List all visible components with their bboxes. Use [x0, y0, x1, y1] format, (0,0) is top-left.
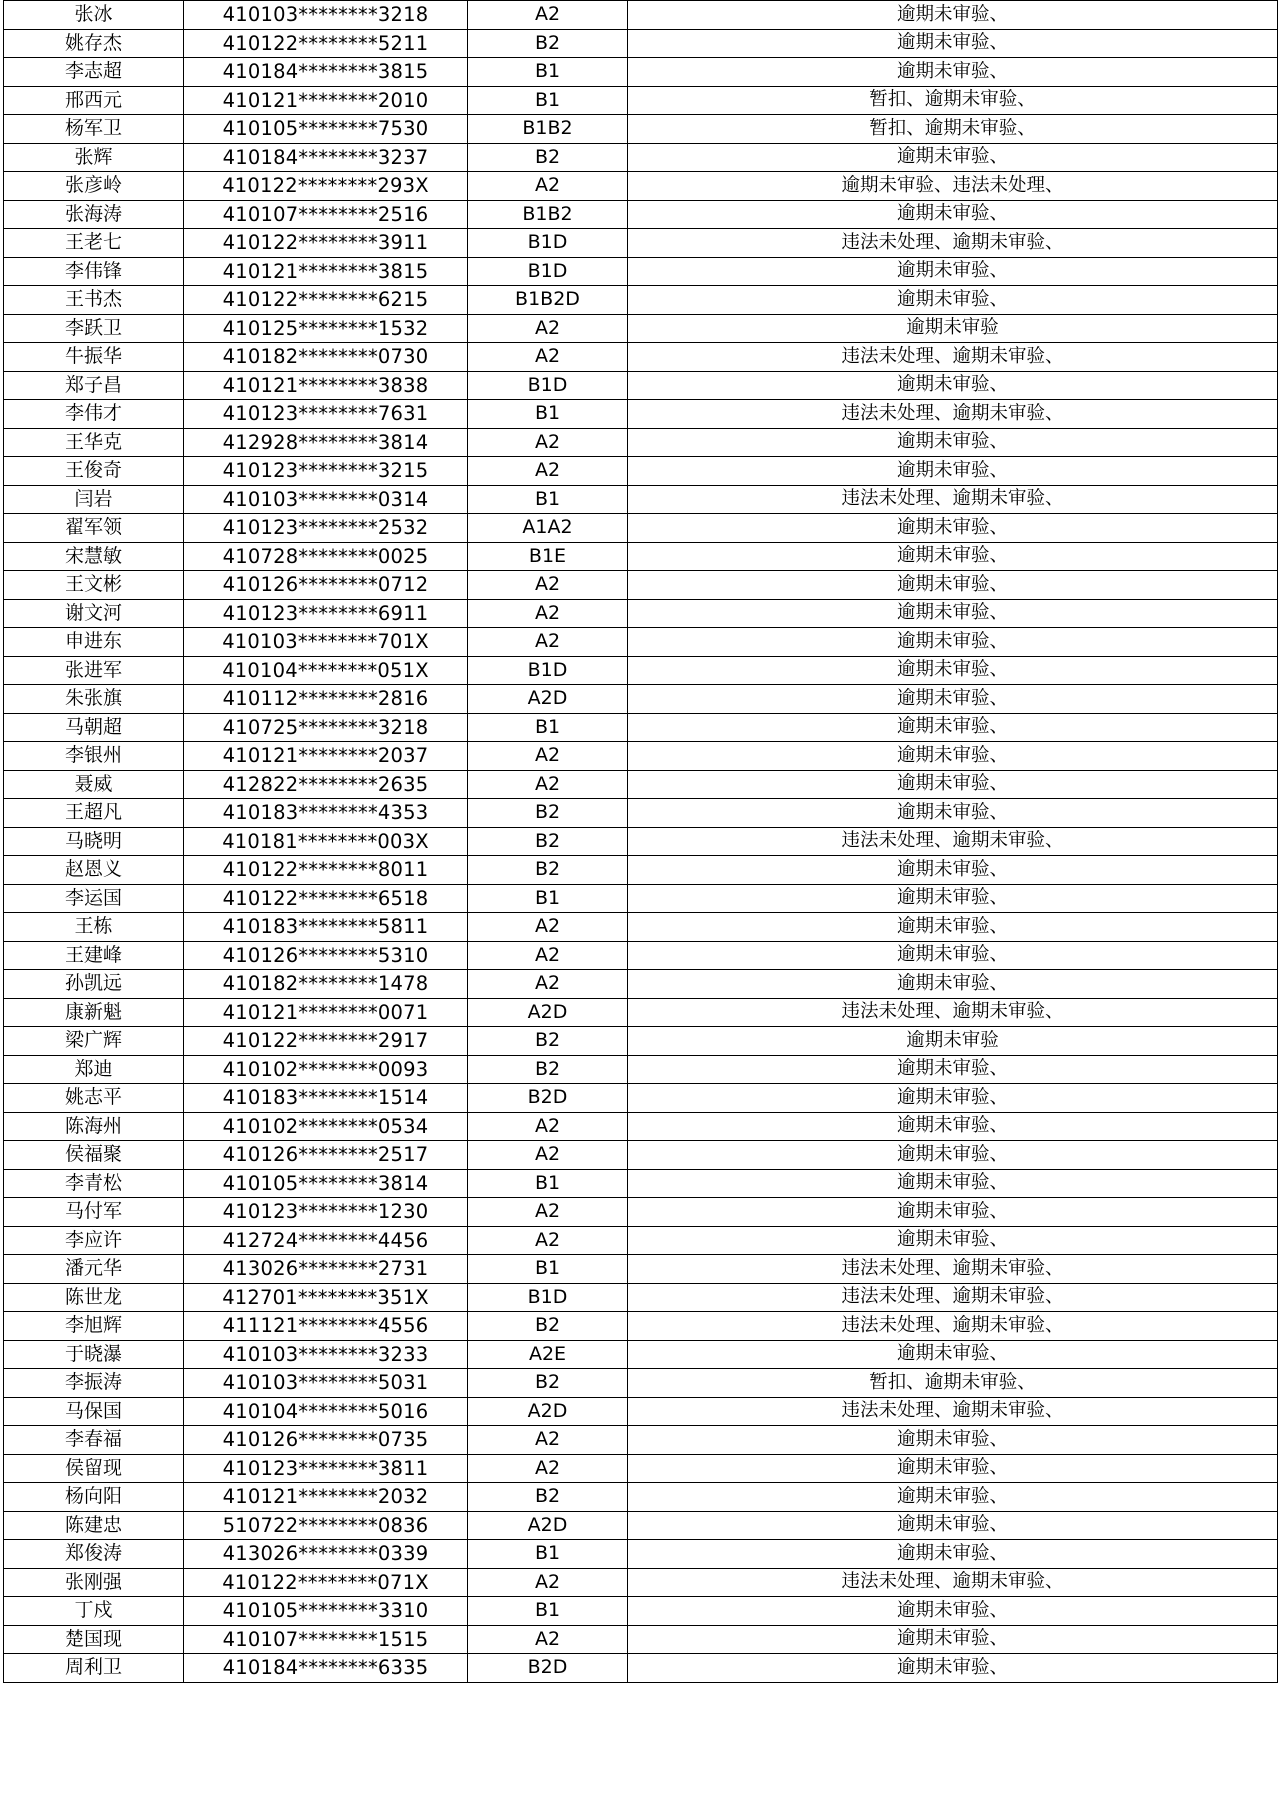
driver-name-cell: 李青松	[4, 1169, 184, 1198]
license-class-cell: A2	[468, 1112, 628, 1141]
license-class-cell: A2	[468, 1198, 628, 1227]
license-status-cell: 逾期未审验	[628, 1027, 1278, 1056]
license-status-cell: 逾期未审验、	[628, 200, 1278, 229]
table-row	[4, 913, 1278, 942]
license-status-cell: 违法未处理、逾期未审验、	[628, 1255, 1278, 1284]
license-class-cell: B1B2	[468, 115, 628, 144]
table-row	[4, 1283, 1278, 1312]
table-row	[4, 229, 1278, 258]
license-status-cell: 违法未处理、逾期未审验、	[628, 1283, 1278, 1312]
table-row	[4, 1483, 1278, 1512]
license-class-cell: B2D	[468, 1084, 628, 1113]
id-number-cell: 410123********3811	[184, 1454, 468, 1483]
id-number-cell: 410126********0712	[184, 571, 468, 600]
id-number-cell: 410103********701X	[184, 628, 468, 657]
license-class-cell: A2	[468, 941, 628, 970]
table-row	[4, 257, 1278, 286]
license-class-cell: B1	[468, 884, 628, 913]
license-status-cell: 逾期未审验、	[628, 1625, 1278, 1654]
id-number-cell: 410102********0093	[184, 1055, 468, 1084]
driver-name-cell: 马朝超	[4, 713, 184, 742]
id-number-cell: 410126********2517	[184, 1141, 468, 1170]
id-number-cell: 410184********3237	[184, 143, 468, 172]
license-class-cell: A2	[468, 1226, 628, 1255]
license-class-cell: A2	[468, 172, 628, 201]
table-row	[4, 1654, 1278, 1683]
license-class-cell: A2	[468, 913, 628, 942]
driver-name-cell: 陈世龙	[4, 1283, 184, 1312]
table-row	[4, 457, 1278, 486]
driver-name-cell: 郑迪	[4, 1055, 184, 1084]
driver-name-cell: 郑子昌	[4, 371, 184, 400]
table-row	[4, 1540, 1278, 1569]
id-number-cell: 410123********6911	[184, 599, 468, 628]
license-status-cell: 违法未处理、逾期未审验、	[628, 1568, 1278, 1597]
license-class-cell: B1D	[468, 371, 628, 400]
driver-name-cell: 李应许	[4, 1226, 184, 1255]
id-number-cell: 410122********6215	[184, 286, 468, 315]
table-row	[4, 1568, 1278, 1597]
license-status-cell: 暂扣、逾期未审验、	[628, 1369, 1278, 1398]
driver-name-cell: 楚国现	[4, 1625, 184, 1654]
table-row	[4, 1340, 1278, 1369]
license-class-cell: B2	[468, 143, 628, 172]
license-class-cell: A2D	[468, 685, 628, 714]
driver-name-cell: 陈建忠	[4, 1511, 184, 1540]
license-status-cell: 逾期未审验、	[628, 884, 1278, 913]
table-row	[4, 628, 1278, 657]
license-class-cell: B1E	[468, 542, 628, 571]
driver-license-table	[3, 0, 1278, 1683]
license-class-cell: A2E	[468, 1340, 628, 1369]
license-status-cell: 逾期未审验、	[628, 514, 1278, 543]
id-number-cell: 413026********2731	[184, 1255, 468, 1284]
license-class-cell: A2D	[468, 998, 628, 1027]
license-status-cell: 逾期未审验、	[628, 1084, 1278, 1113]
table-row	[4, 1454, 1278, 1483]
table-row	[4, 86, 1278, 115]
table-row	[4, 799, 1278, 828]
license-status-cell: 违法未处理、逾期未审验、	[628, 998, 1278, 1027]
license-status-cell: 逾期未审验、	[628, 1454, 1278, 1483]
license-class-cell: A2D	[468, 1397, 628, 1426]
license-class-cell: A1A2	[468, 514, 628, 543]
table-row	[4, 1397, 1278, 1426]
license-status-cell: 逾期未审验、	[628, 143, 1278, 172]
id-number-cell: 410107********1515	[184, 1625, 468, 1654]
license-status-cell: 违法未处理、逾期未审验、	[628, 1312, 1278, 1341]
license-status-cell: 逾期未审验、	[628, 1141, 1278, 1170]
license-class-cell: B1	[468, 400, 628, 429]
id-number-cell: 410122********3911	[184, 229, 468, 258]
driver-name-cell: 王栋	[4, 913, 184, 942]
license-status-cell: 违法未处理、逾期未审验、	[628, 343, 1278, 372]
license-status-cell: 逾期未审验、	[628, 913, 1278, 942]
id-number-cell: 410183********5811	[184, 913, 468, 942]
id-number-cell: 510722********0836	[184, 1511, 468, 1540]
table-row	[4, 514, 1278, 543]
driver-name-cell: 张刚强	[4, 1568, 184, 1597]
license-class-cell: B1	[468, 485, 628, 514]
id-number-cell: 410103********3233	[184, 1340, 468, 1369]
license-class-cell: A2	[468, 1, 628, 30]
license-status-cell: 逾期未审验、	[628, 1340, 1278, 1369]
table-row	[4, 998, 1278, 1027]
driver-name-cell: 杨军卫	[4, 115, 184, 144]
table-row	[4, 1112, 1278, 1141]
table-row	[4, 29, 1278, 58]
id-number-cell: 410125********1532	[184, 314, 468, 343]
table-row	[4, 742, 1278, 771]
id-number-cell: 410103********0314	[184, 485, 468, 514]
license-class-cell: B1	[468, 86, 628, 115]
license-class-cell: A2	[468, 1568, 628, 1597]
id-number-cell: 410725********3218	[184, 713, 468, 742]
license-status-cell: 逾期未审验、	[628, 1226, 1278, 1255]
id-number-cell: 410107********2516	[184, 200, 468, 229]
driver-name-cell: 李志超	[4, 58, 184, 87]
license-class-cell: A2	[468, 599, 628, 628]
license-status-cell: 逾期未审验、违法未处理、	[628, 172, 1278, 201]
id-number-cell: 412724********4456	[184, 1226, 468, 1255]
license-status-cell: 逾期未审验、	[628, 656, 1278, 685]
license-status-cell: 逾期未审验、	[628, 29, 1278, 58]
license-status-cell: 逾期未审验、	[628, 1198, 1278, 1227]
license-class-cell: B1	[468, 1597, 628, 1626]
driver-name-cell: 李春福	[4, 1426, 184, 1455]
license-class-cell: A2	[468, 314, 628, 343]
id-number-cell: 410104********051X	[184, 656, 468, 685]
table-row	[4, 143, 1278, 172]
driver-name-cell: 谢文河	[4, 599, 184, 628]
driver-name-cell: 李跃卫	[4, 314, 184, 343]
license-status-cell: 逾期未审验、	[628, 542, 1278, 571]
id-number-cell: 410122********6518	[184, 884, 468, 913]
license-class-cell: A2D	[468, 1511, 628, 1540]
license-class-cell: B1D	[468, 229, 628, 258]
id-number-cell: 410121********3838	[184, 371, 468, 400]
id-number-cell: 410123********7631	[184, 400, 468, 429]
table-row	[4, 286, 1278, 315]
license-class-cell: B1D	[468, 656, 628, 685]
driver-name-cell: 马付军	[4, 1198, 184, 1227]
driver-name-cell: 邢西元	[4, 86, 184, 115]
license-class-cell: A2	[468, 428, 628, 457]
license-status-cell: 违法未处理、逾期未审验、	[628, 827, 1278, 856]
table-row	[4, 941, 1278, 970]
license-class-cell: B2	[468, 1369, 628, 1398]
license-status-cell: 逾期未审验、	[628, 286, 1278, 315]
license-class-cell: B1	[468, 1540, 628, 1569]
table-row	[4, 400, 1278, 429]
table-row	[4, 1084, 1278, 1113]
license-class-cell: B1D	[468, 1283, 628, 1312]
driver-name-cell: 张冰	[4, 1, 184, 30]
license-status-cell: 逾期未审验、	[628, 742, 1278, 771]
license-status-cell: 逾期未审验、	[628, 628, 1278, 657]
license-class-cell: B1D	[468, 257, 628, 286]
driver-name-cell: 姚志平	[4, 1084, 184, 1113]
table-row	[4, 1141, 1278, 1170]
table-row	[4, 884, 1278, 913]
table-row	[4, 1198, 1278, 1227]
license-status-cell: 逾期未审验、	[628, 428, 1278, 457]
driver-name-cell: 孙凯远	[4, 970, 184, 999]
license-status-cell: 逾期未审验、	[628, 1654, 1278, 1683]
license-class-cell: A2	[468, 742, 628, 771]
driver-name-cell: 周利卫	[4, 1654, 184, 1683]
driver-name-cell: 李旭辉	[4, 1312, 184, 1341]
license-status-cell: 逾期未审验、	[628, 371, 1278, 400]
driver-name-cell: 王华克	[4, 428, 184, 457]
license-status-cell: 逾期未审验、	[628, 941, 1278, 970]
driver-name-cell: 闫岩	[4, 485, 184, 514]
table-row	[4, 58, 1278, 87]
id-number-cell: 410126********5310	[184, 941, 468, 970]
driver-name-cell: 李伟锋	[4, 257, 184, 286]
driver-name-cell: 申进东	[4, 628, 184, 657]
driver-name-cell: 王建峰	[4, 941, 184, 970]
license-status-cell: 违法未处理、逾期未审验、	[628, 485, 1278, 514]
license-status-cell: 违法未处理、逾期未审验、	[628, 1397, 1278, 1426]
license-status-cell: 暂扣、逾期未审验、	[628, 86, 1278, 115]
license-class-cell: A2	[468, 770, 628, 799]
license-status-cell: 逾期未审验	[628, 314, 1278, 343]
driver-name-cell: 聂威	[4, 770, 184, 799]
table-row	[4, 1255, 1278, 1284]
id-number-cell: 410121********0071	[184, 998, 468, 1027]
driver-name-cell: 李振涛	[4, 1369, 184, 1398]
table-row	[4, 1055, 1278, 1084]
id-number-cell: 412928********3814	[184, 428, 468, 457]
table-row	[4, 770, 1278, 799]
id-number-cell: 410121********2010	[184, 86, 468, 115]
driver-name-cell: 王超凡	[4, 799, 184, 828]
table-row	[4, 713, 1278, 742]
id-number-cell: 410183********4353	[184, 799, 468, 828]
license-class-cell: B2	[468, 1027, 628, 1056]
id-number-cell: 413026********0339	[184, 1540, 468, 1569]
table-row	[4, 685, 1278, 714]
table-row	[4, 428, 1278, 457]
table-row	[4, 1027, 1278, 1056]
license-status-cell: 逾期未审验、	[628, 1511, 1278, 1540]
license-status-cell: 逾期未审验、	[628, 1169, 1278, 1198]
license-class-cell: B1B2D	[468, 286, 628, 315]
driver-name-cell: 潘元华	[4, 1255, 184, 1284]
license-status-cell: 逾期未审验、	[628, 685, 1278, 714]
license-class-cell: A2	[468, 571, 628, 600]
license-status-cell: 逾期未审验、	[628, 970, 1278, 999]
id-number-cell: 410105********7530	[184, 115, 468, 144]
id-number-cell: 410126********0735	[184, 1426, 468, 1455]
driver-name-cell: 李运国	[4, 884, 184, 913]
driver-name-cell: 丁戍	[4, 1597, 184, 1626]
license-status-cell: 逾期未审验、	[628, 58, 1278, 87]
id-number-cell: 412701********351X	[184, 1283, 468, 1312]
driver-name-cell: 马保国	[4, 1397, 184, 1426]
table-row	[4, 856, 1278, 885]
driver-name-cell: 赵恩义	[4, 856, 184, 885]
id-number-cell: 410182********1478	[184, 970, 468, 999]
driver-name-cell: 姚存杰	[4, 29, 184, 58]
license-status-cell: 逾期未审验、	[628, 856, 1278, 885]
table-row	[4, 200, 1278, 229]
driver-name-cell: 王文彬	[4, 571, 184, 600]
license-status-cell: 逾期未审验、	[628, 1483, 1278, 1512]
table-row	[4, 314, 1278, 343]
driver-name-cell: 王书杰	[4, 286, 184, 315]
id-number-cell: 411121********4556	[184, 1312, 468, 1341]
id-number-cell: 410122********5211	[184, 29, 468, 58]
id-number-cell: 410123********2532	[184, 514, 468, 543]
driver-name-cell: 王老七	[4, 229, 184, 258]
license-status-cell: 逾期未审验、	[628, 1540, 1278, 1569]
license-class-cell: B1	[468, 1255, 628, 1284]
license-class-cell: A2	[468, 970, 628, 999]
id-number-cell: 410121********2032	[184, 1483, 468, 1512]
table-body	[4, 1, 1278, 1683]
table-row	[4, 1511, 1278, 1540]
license-class-cell: A2	[468, 1625, 628, 1654]
driver-name-cell: 李银州	[4, 742, 184, 771]
table-row	[4, 172, 1278, 201]
driver-name-cell: 侯留现	[4, 1454, 184, 1483]
license-class-cell: A2	[468, 343, 628, 372]
license-class-cell: B1	[468, 713, 628, 742]
license-class-cell: B2	[468, 856, 628, 885]
license-status-cell: 逾期未审验、	[628, 571, 1278, 600]
id-number-cell: 410104********5016	[184, 1397, 468, 1426]
table-row	[4, 571, 1278, 600]
table-row	[4, 656, 1278, 685]
id-number-cell: 410728********0025	[184, 542, 468, 571]
driver-name-cell: 翟军领	[4, 514, 184, 543]
license-status-cell: 逾期未审验、	[628, 1597, 1278, 1626]
license-status-cell: 违法未处理、逾期未审验、	[628, 400, 1278, 429]
license-status-cell: 逾期未审验、	[628, 457, 1278, 486]
table-row	[4, 1597, 1278, 1626]
driver-name-cell: 侯福聚	[4, 1141, 184, 1170]
id-number-cell: 412822********2635	[184, 770, 468, 799]
driver-name-cell: 牛振华	[4, 343, 184, 372]
license-class-cell: A2	[468, 628, 628, 657]
id-number-cell: 410181********003X	[184, 827, 468, 856]
license-class-cell: A2	[468, 1426, 628, 1455]
id-number-cell: 410184********6335	[184, 1654, 468, 1683]
license-class-cell: B2	[468, 1312, 628, 1341]
license-class-cell: B2	[468, 1483, 628, 1512]
driver-name-cell: 朱张旗	[4, 685, 184, 714]
table-row	[4, 1369, 1278, 1398]
license-class-cell: B1B2	[468, 200, 628, 229]
id-number-cell: 410122********2917	[184, 1027, 468, 1056]
driver-name-cell: 张进军	[4, 656, 184, 685]
license-class-cell: A2	[468, 457, 628, 486]
license-class-cell: B2D	[468, 1654, 628, 1683]
driver-name-cell: 于晓瀑	[4, 1340, 184, 1369]
id-number-cell: 410103********5031	[184, 1369, 468, 1398]
license-class-cell: B2	[468, 1055, 628, 1084]
table-row	[4, 343, 1278, 372]
table-row	[4, 1312, 1278, 1341]
id-number-cell: 410123********1230	[184, 1198, 468, 1227]
license-class-cell: B2	[468, 827, 628, 856]
license-status-cell: 逾期未审验、	[628, 770, 1278, 799]
driver-name-cell: 张彦岭	[4, 172, 184, 201]
license-status-cell: 逾期未审验、	[628, 1426, 1278, 1455]
license-status-cell: 逾期未审验、	[628, 599, 1278, 628]
license-status-cell: 逾期未审验、	[628, 1, 1278, 30]
driver-name-cell: 康新魁	[4, 998, 184, 1027]
table-row	[4, 827, 1278, 856]
id-number-cell: 410122********071X	[184, 1568, 468, 1597]
driver-name-cell: 马晓明	[4, 827, 184, 856]
driver-name-cell: 张海涛	[4, 200, 184, 229]
id-number-cell: 410123********3215	[184, 457, 468, 486]
driver-name-cell: 陈海州	[4, 1112, 184, 1141]
license-class-cell: A2	[468, 1454, 628, 1483]
license-status-cell: 逾期未审验、	[628, 799, 1278, 828]
driver-name-cell: 王俊奇	[4, 457, 184, 486]
table-row	[4, 970, 1278, 999]
id-number-cell: 410182********0730	[184, 343, 468, 372]
driver-name-cell: 李伟才	[4, 400, 184, 429]
driver-name-cell: 宋慧敏	[4, 542, 184, 571]
id-number-cell: 410103********3218	[184, 1, 468, 30]
license-status-cell: 逾期未审验、	[628, 1112, 1278, 1141]
id-number-cell: 410112********2816	[184, 685, 468, 714]
table-row	[4, 599, 1278, 628]
license-class-cell: B2	[468, 29, 628, 58]
id-number-cell: 410122********293X	[184, 172, 468, 201]
id-number-cell: 410122********8011	[184, 856, 468, 885]
license-status-cell: 逾期未审验、	[628, 257, 1278, 286]
license-status-cell: 违法未处理、逾期未审验、	[628, 229, 1278, 258]
table-row	[4, 542, 1278, 571]
driver-name-cell: 张辉	[4, 143, 184, 172]
id-number-cell: 410121********2037	[184, 742, 468, 771]
license-status-cell: 逾期未审验、	[628, 713, 1278, 742]
table-row	[4, 1226, 1278, 1255]
license-status-cell: 逾期未审验、	[628, 1055, 1278, 1084]
id-number-cell: 410102********0534	[184, 1112, 468, 1141]
driver-name-cell: 梁广辉	[4, 1027, 184, 1056]
table-row	[4, 115, 1278, 144]
driver-name-cell: 杨向阳	[4, 1483, 184, 1512]
id-number-cell: 410183********1514	[184, 1084, 468, 1113]
license-class-cell: B2	[468, 799, 628, 828]
license-class-cell: A2	[468, 1141, 628, 1170]
table-row	[4, 485, 1278, 514]
table-row	[4, 1426, 1278, 1455]
license-class-cell: B1	[468, 1169, 628, 1198]
id-number-cell: 410184********3815	[184, 58, 468, 87]
table-row	[4, 1, 1278, 30]
driver-name-cell: 郑俊涛	[4, 1540, 184, 1569]
id-number-cell: 410121********3815	[184, 257, 468, 286]
table-row	[4, 1169, 1278, 1198]
license-class-cell: B1	[468, 58, 628, 87]
table-row	[4, 1625, 1278, 1654]
license-status-cell: 暂扣、逾期未审验、	[628, 115, 1278, 144]
table-row	[4, 371, 1278, 400]
id-number-cell: 410105********3814	[184, 1169, 468, 1198]
id-number-cell: 410105********3310	[184, 1597, 468, 1626]
